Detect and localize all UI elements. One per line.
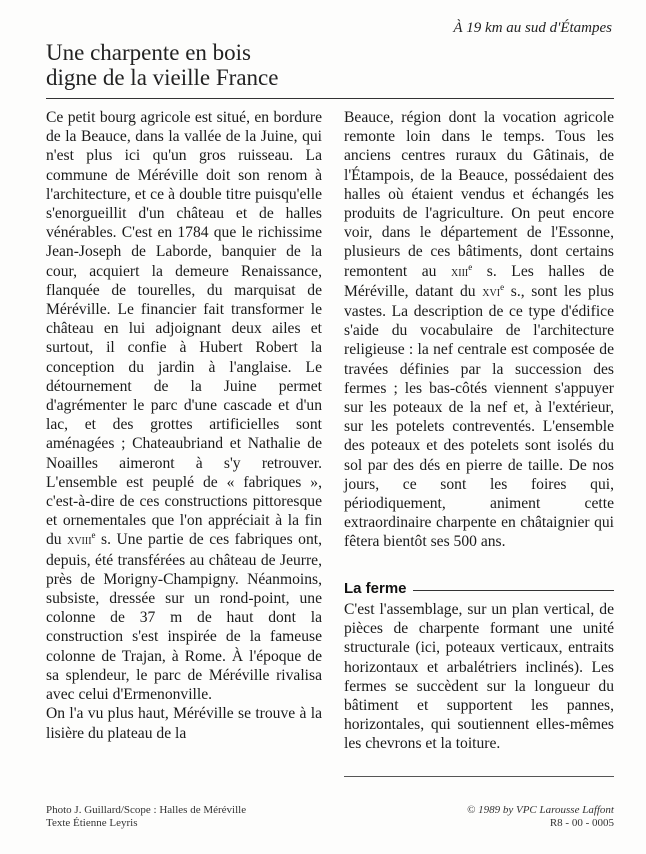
century-superscript-1: e — [468, 261, 473, 272]
title-line-2: digne de la vieille France — [46, 65, 279, 90]
left-paragraph-1 — [46, 108, 322, 704]
bottom-divider — [344, 776, 614, 777]
photo-credit: Photo J. Guillard/Scope : Halles de Méréville — [46, 804, 247, 816]
page-title — [46, 40, 346, 90]
credits — [46, 804, 246, 830]
left-paragraph-2: On l'a vu plus haut, Méréville se trouve à la lisière du plateau de la — [46, 705, 322, 742]
century-superscript: e — [91, 530, 96, 541]
copyright-block — [467, 804, 614, 830]
text-credit: Texte Étienne Leyris — [46, 817, 138, 829]
left-p1-text-a: Ce petit bourg agricole est situé, en bordure de la Beauce, dans la vallée de la Juine, qui n'est plus ici qu'un gros ruisseau. La commune de Méréville doit son renom à l'architecture, et ce à double titre puisqu'elle s'enorgueillit d'un château et de halles vénérables. C'est en 1784 que le richissime Jean-Joseph de Laborde, banquier de la cour, acquiert la demeure Renaissance, flanquée de tourelles, du marquisat de Méréville. Le financier fait transformer le château en lui adjoignant deux ailes et surtout, il confie à Hubert Robert la conception du jardin à l'anglaise. Le détournement de la Juine permet d'agrémenter le parc d'une cascade et d'un lac, et des grottes artificielles sont aménagées ; Chateaubriand et Nathalie de Noailles aimeront à s'y retrouver. L'ensemble est peuplé de « fabriques », c'est-à-dire de ces constructions pittoresque et ornementales que l'on appréciait à la fin du — [46, 109, 322, 549]
section-heading-label: La ferme — [344, 580, 413, 597]
title-line-1: Une charpente en bois — [46, 40, 252, 65]
century-superscript-2: e — [500, 281, 505, 292]
right-column — [344, 108, 614, 552]
right-paragraph-1 — [344, 108, 614, 552]
location-caption: À 19 km au sud d'Étampes — [453, 20, 612, 36]
section-paragraph: C'est l'assemblage, sur un plan vertical, de pièces de charpente formant une unité structurale (ici, poteaux verticaux, entraits horizontaux et arbalétriers inclinés). Les fermes se succèdent sur la longueur du bâtiment et supportent les pannes, horizontales, qui soutiennent elles-mêmes les chevrons et la toiture. — [344, 601, 614, 753]
left-p1-text-b: s. Une partie de ces fabriques ont, depuis, été transférées au château de Jeurre, près de Morigny-Champigny. Néanmoins, subsiste, dressée sur un rond-point, une colonne de 37 m de haut dont la construction s'est inspirée de la fameuse colonne de Trajan, à Rome. À l'époque de sa splendeur, le parc de Méréville rivalisa avec celui d'Ermenonville. — [46, 531, 322, 704]
section-heading — [344, 580, 614, 600]
top-divider — [46, 98, 614, 99]
right-p1-text-c: s., sont les plus vastes. La description de ce type d'édifice s'aide du vocabulaire de l'architecture religieuse : la nef centrale est composée de travées définies par la succession des fermes ; les bas-côtés viennent s'appuyer sur les poteaux de la nef et, à l'extérieur, sur les potelets contreventés. L'ensemble des poteaux et des potelets sont isolés du sol par des dés en pierre de taille. De nos jours, ce sont les foires qui, périodiquement, animent cette extraordinaire charpente en châtaignier qui fêtera bientôt ses 500 ans. — [344, 282, 614, 551]
reference-code: R8 - 00 - 0005 — [549, 817, 614, 829]
right-p1-text-b: s. Les halles de Méréville, datant du — [344, 262, 614, 300]
right-p1-text-a: Beauce, région dont la vocation agricole remonte loin dans le temps. Tous les anciens centres ruraux du Gâtinais, de l'Étampois, de la Beauce, possédaient des halles où étaient vendus et échangés les produits de l'agriculture. On peut encore voir, dans le département de l'Essonne, plusieurs de ces bâtiments, dont certains remontent au — [344, 109, 614, 280]
copyright: © 1989 by VPC Larousse Laffont — [467, 804, 614, 816]
century-numeral: xviii — [67, 533, 92, 549]
left-column — [46, 108, 322, 743]
century-numeral-1: xiii — [451, 264, 469, 280]
section-body — [344, 600, 614, 754]
century-numeral-2: xvi — [482, 284, 501, 300]
